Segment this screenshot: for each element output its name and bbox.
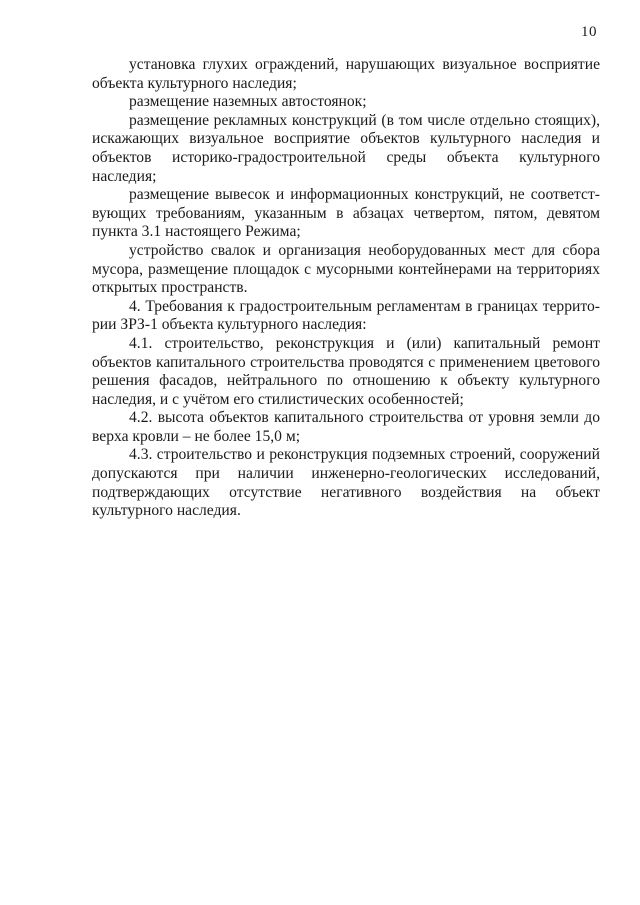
paragraph-parking: размещение наземных автостоянок;: [129, 93, 367, 111]
document-body: [92, 56, 600, 521]
paragraph-4-3: 4.3. строительство и реконструкция подземных строений, сооружений допускаются при наличии инженерно-геологических исследований, подтверждающих отсутствие негативного воздействия на объект культурного наследия.: [92, 446, 600, 520]
paragraph-waste: устройство свалок и организация необорудованных мест для сбора мусора, размещение площадок с мусорными контейнерами на территориях открытых пространств.: [92, 241, 600, 297]
page-number: 10: [581, 24, 597, 40]
paragraph-4-1: 4.1. строительство, реконструкция и (или) капитальный ремонт объектов капитального строительства проводятся с применением цветового решения фасадов, нейтрального по отношению к объекту культурного наследия, и с учётом его стилистических особенностей;: [92, 334, 600, 408]
paragraph-signage: размещение вывесок и информационных конструкций, не соответствующих требованиям, указанным в абзацах четвертом, пятом, девятом пункта 3.1 настоящего Режима;: [92, 186, 600, 241]
paragraph-4-2: 4.2. высота объектов капитального строительства от уровня земли до верха кровли – не более 15,0 м;: [92, 409, 600, 445]
paragraph-advertising: размещение рекламных конструкций (в том числе отдельно стоящих), искажающих визуальное восприятие объектов культурного наследия и объектов историко-градостроительной среды объекта культурного наследия;: [92, 111, 600, 185]
paragraph-blind-fences: установка глухих ограждений, нарушающих визуальное восприятие объекта культурного наследия;: [92, 56, 600, 92]
paragraph-section-4-heading: 4. Требования к градостроительным регламентам в границах территории ЗРЗ-1 объекта культурного наследия:: [92, 297, 600, 334]
